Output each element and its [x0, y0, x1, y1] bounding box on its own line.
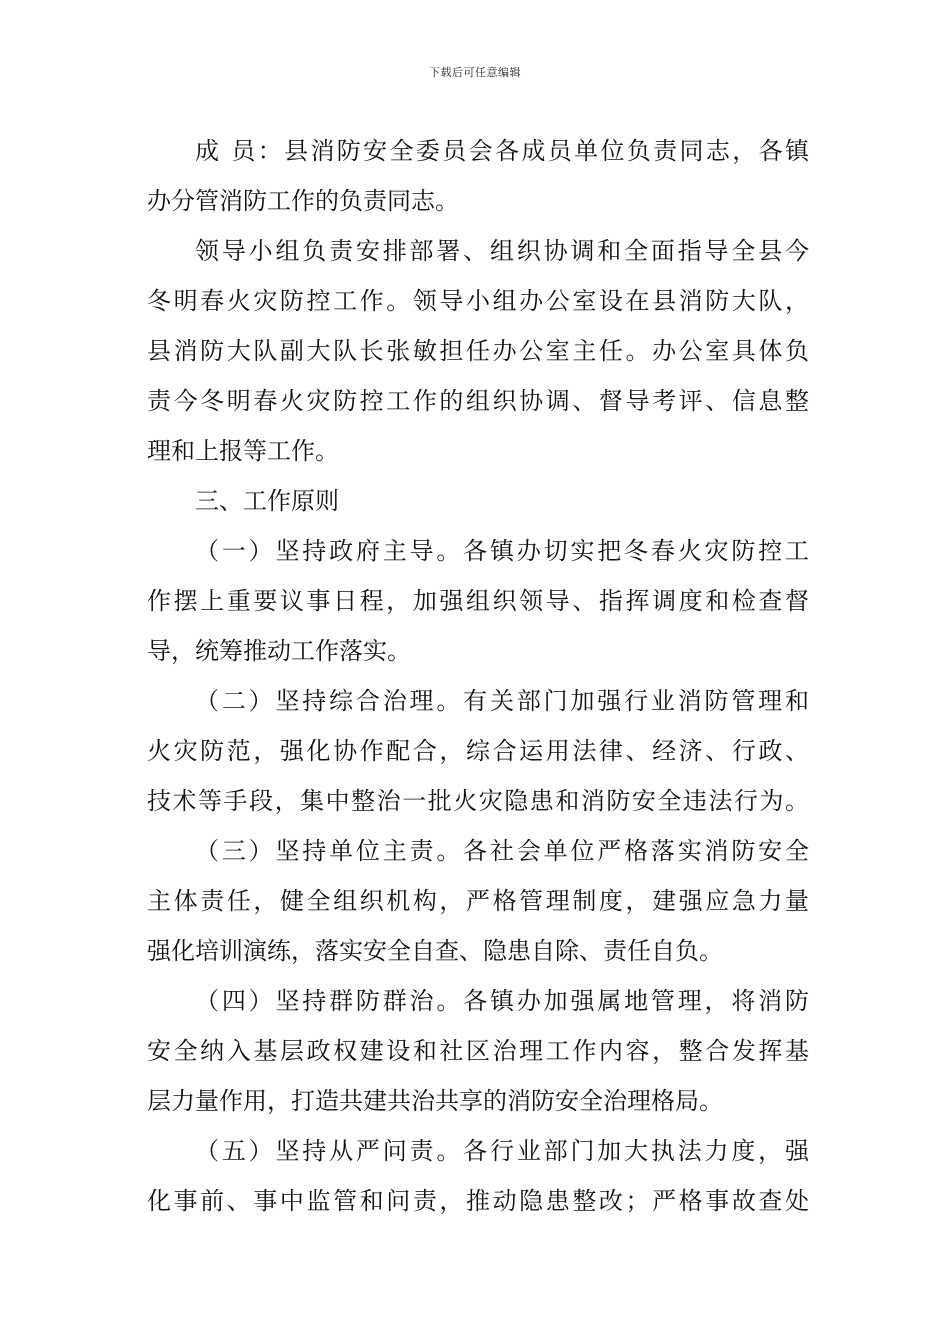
text-line: 火灾防范，强化协作配合，综合运用法律、经济、行政、	[147, 737, 809, 765]
text-line: 办分管消防工作的负责同志。	[147, 187, 459, 215]
text-line: 强化培训演练，落实安全自查、隐患自除、责任自负。	[147, 937, 723, 965]
text-line: 成 员：县消防安全委员会各成员单位负责同志，各镇	[195, 137, 809, 165]
text-line: 县消防大队副大队长张敏担任办公室主任。办公室具体负	[147, 337, 809, 365]
section-heading: 三、工作原则	[195, 487, 339, 515]
text-line: 导，统筹推动工作落实。	[147, 637, 411, 665]
page-header-note: 下载后可任意编辑	[429, 66, 521, 79]
text-line: 责今冬明春火灾防控工作的组织协调、督导考评、信息整	[147, 387, 809, 415]
text-line: 主体责任，健全组织机构，严格管理制度，建强应急力量	[147, 887, 809, 915]
text-line: （五）坚持从严问责。各行业部门加大执法力度，强	[195, 1137, 809, 1165]
text-line: （四）坚持群防群治。各镇办加强属地管理，将消防	[195, 987, 809, 1015]
text-line: 冬明春火灾防控工作。领导小组办公室设在县消防大队，	[147, 287, 809, 315]
text-line: （二）坚持综合治理。有关部门加强行业消防管理和	[195, 687, 809, 715]
text-line: 化事前、事中监管和问责，推动隐患整改；严格事故查处	[147, 1187, 809, 1215]
text-line: 作摆上重要议事日程，加强组织领导、指挥调度和检查督	[147, 587, 809, 615]
text-line: 技术等手段，集中整治一批火灾隐患和消防安全违法行为。	[147, 787, 809, 815]
text-line: 层力量作用，打造共建共治共享的消防安全治理格局。	[147, 1087, 723, 1115]
text-line: 理和上报等工作。	[147, 437, 339, 465]
text-line: 安全纳入基层政权建设和社区治理工作内容，整合发挥基	[147, 1037, 809, 1065]
text-line: 领导小组负责安排部署、组织协调和全面指导全县今	[195, 237, 809, 265]
text-line: （一）坚持政府主导。各镇办切实把冬春火灾防控工	[195, 537, 809, 565]
text-line: （三）坚持单位主责。各社会单位严格落实消防安全	[195, 837, 809, 865]
document-body	[147, 126, 809, 1226]
